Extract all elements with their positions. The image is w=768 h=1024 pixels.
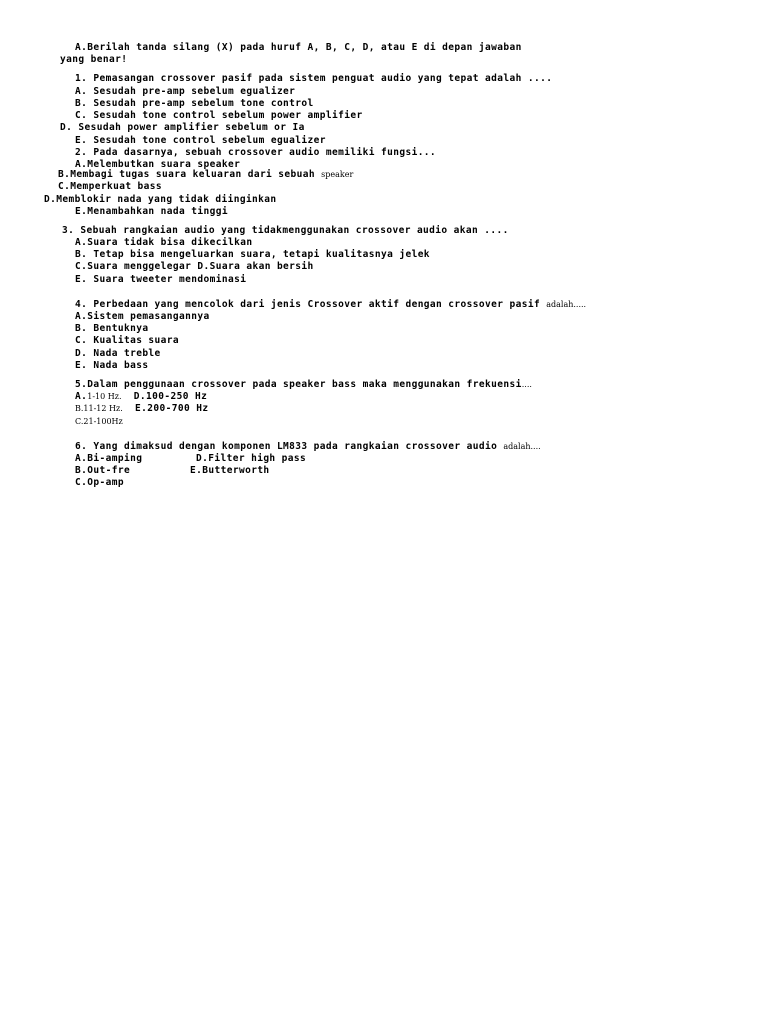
question-5-tail: .... [521, 380, 532, 389]
q1-option-e: E. Sesudah tone control sebelum egualizer [75, 135, 326, 146]
question-3-end: menggunakan crossover audio akan .... [282, 225, 509, 236]
q5-option-d: D.100-250 Hz [133, 391, 208, 402]
q2-option-d: D.Memblokir nada yang tidak diinginkan [44, 194, 277, 205]
q1-option-a: A. Sesudah pre-amp sebelum egualizer [75, 86, 296, 97]
question-6 [75, 441, 541, 453]
q5-option-c-label: C. [75, 417, 84, 426]
q2-option-a: A.Melembutkan suara speaker [75, 159, 241, 170]
question-6-tail: adalah.... [503, 442, 541, 451]
q4-option-c: C. Kualitas suara [75, 335, 180, 346]
q3-option-b: B. Tetap bisa mengeluarkan suara, tetapi kualitasnya jelek [75, 249, 430, 260]
q4-option-d: D. Nada treble [75, 348, 161, 359]
question-4 [75, 299, 586, 311]
q4-option-b: B. Bentuknya [75, 323, 149, 334]
question-2: 2. Pada dasarnya, sebuah crossover audio memiliki fungsi... [75, 147, 437, 158]
q2-option-c: C.Memperkuat bass [58, 181, 163, 192]
q2-option-e: E.Menambahkan nada tinggi [75, 206, 228, 217]
q5-option-b-label: B. [75, 404, 84, 413]
instruction-line-2: yang benar! [60, 54, 128, 65]
question-4-tail: adalah..... [546, 300, 587, 309]
q4-option-e: E. Nada bass [75, 360, 149, 371]
q6-option-e: E.Butterworth [190, 465, 270, 476]
instruction-line-1: A.Berilah tanda silang (X) pada huruf A, B, C, D, atau E di depan jawaban [75, 42, 522, 53]
q6-option-b: B.Out-fre [75, 465, 131, 476]
q5-row-b-e [75, 403, 208, 415]
q3-option-c-d: C.Suara menggelegar D.Suara akan bersih [75, 261, 314, 272]
q4-option-a: A.Sistem pemasangannya [75, 311, 210, 322]
q5-option-c-value: 21-100Hz [83, 417, 123, 426]
q5-row-a-d [75, 391, 207, 403]
question-3-start: 3. Sebuah rangkaian audio yang tidak [62, 225, 283, 236]
question-4-text: 4. Perbedaan yang mencolok dari jenis Crossover aktif dengan crossover pasif [75, 299, 541, 310]
question-1: 1. Pemasangan crossover pasif pada sistem penguat audio yang tepat adalah .... [75, 73, 553, 84]
q5-option-a-label: A. [75, 391, 88, 402]
q1-option-d: D. Sesudah power amplifier sebelum or Ia [60, 122, 305, 133]
q5-option-a-value: 1-10 Hz. [87, 392, 122, 401]
q1-option-c: C. Sesudah tone control sebelum power amplifier [75, 110, 363, 121]
q2-option-b-tail: speaker [321, 170, 354, 179]
q3-option-e: E. Suara tweeter mendominasi [75, 274, 247, 285]
q5-option-e: E.200-700 Hz [135, 403, 209, 414]
q3-option-a: A.Suara tidak bisa dikecilkan [75, 237, 253, 248]
q2-option-b [58, 169, 353, 181]
q6-option-d: D.Filter high pass [196, 453, 307, 464]
question-5-text: 5.Dalam penggunaan crossover pada speaker bass maka menggunakan frekuensi [75, 379, 522, 390]
q6-option-c: C.Op-amp [75, 477, 124, 488]
question-3 [62, 225, 509, 237]
q2-option-b-text: B.Membagi tugas suara keluaran dari sebuah [58, 169, 316, 180]
q1-option-b: B. Sesudah pre-amp sebelum tone control [75, 98, 314, 109]
question-5 [75, 379, 532, 391]
q6-option-a: A.Bi-amping [75, 453, 143, 464]
q5-row-c [75, 416, 123, 428]
question-6-text: 6. Yang dimaksud dengan komponen LM833 pada rangkaian crossover audio [75, 441, 498, 452]
q5-option-b-value: 11-12 Hz. [83, 404, 123, 413]
